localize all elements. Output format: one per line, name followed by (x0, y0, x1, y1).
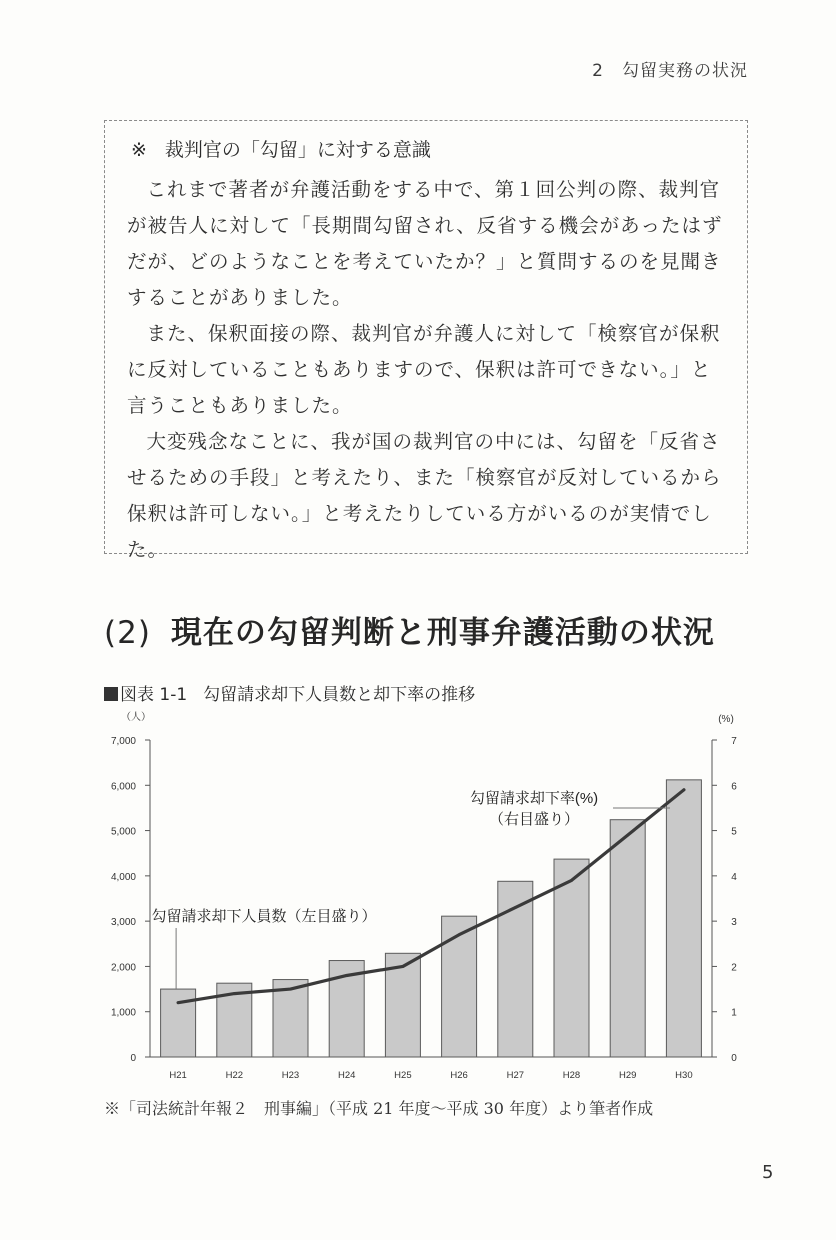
line-series-label-axis: （右目盛り） (488, 811, 580, 828)
rate-point-h29 (626, 834, 629, 837)
rate-point-h30 (683, 788, 686, 791)
rate-point-h21 (177, 1001, 180, 1004)
right-tick-label: 1 (731, 1007, 737, 1019)
right-tick-label: 6 (731, 781, 737, 793)
left-tick-label: 1,000 (110, 1007, 136, 1019)
column-heading-text: 裁判官の「勾留」に対する意識 (164, 139, 431, 161)
left-tick-label: 0 (130, 1053, 136, 1064)
left-axis-unit: （人） (121, 712, 151, 723)
running-head: 2 勾留実務の状況 (592, 61, 748, 81)
right-axis-unit: (%) (718, 714, 734, 725)
right-tick-label: 7 (731, 736, 737, 747)
x-tick-label: H26 (450, 1070, 468, 1081)
section-title-text: 現在の勾留判断と刑事弁護活動の状況 (170, 615, 715, 651)
reference-mark: ※ (131, 139, 147, 161)
right-tick-label: 3 (731, 917, 737, 929)
rate-point-h22 (233, 992, 236, 995)
left-tick-label: 5,000 (110, 826, 136, 838)
bar-h26 (442, 916, 477, 1057)
column-paragraph: 大変残念なことに、我が国の裁判官の中には、勾留を「反省させるための手段」と考えたり、また「検察官が反対しているから保釈は許可しない。」と考えたりしている方がいるのが実情でした。 (127, 430, 722, 561)
figure-caption (104, 680, 475, 705)
left-tick-label: 3,000 (110, 917, 136, 929)
rate-point-h26 (458, 933, 461, 936)
x-tick-label: H27 (506, 1070, 525, 1081)
bar-h28 (554, 859, 589, 1057)
x-tick-label: H28 (562, 1070, 581, 1081)
line-series-label: 勾留請求却下率(%) (469, 790, 599, 807)
bar-h30 (666, 780, 701, 1057)
figure-label: 図表 1-1 (120, 685, 188, 705)
page-number: 5 (762, 1162, 774, 1183)
column-paragraph: これまで著者が弁護活動をする中で、第１回公判の際、裁判官が被告人に対して「長期間勾留され、反省する機会があったはずだが、どのようなことを考えていたか？」と質問するのを見聞きすることがありました。 (127, 178, 723, 309)
left-tick-label: 6,000 (110, 781, 136, 793)
rate-line (178, 790, 684, 1003)
right-tick-label: 2 (731, 962, 737, 974)
right-tick-label: 5 (731, 826, 737, 838)
rate-point-h23 (289, 988, 292, 991)
rate-point-h27 (514, 906, 517, 909)
figure-title: 勾留請求却下人員数と却下率の推移 (203, 685, 476, 705)
column-heading (131, 135, 725, 162)
bar-line-chart (96, 704, 756, 1090)
x-tick-label: H24 (337, 1070, 356, 1081)
column-box (104, 120, 748, 561)
x-tick-label: H29 (618, 1070, 637, 1081)
left-tick-label: 4,000 (110, 871, 136, 883)
left-tick-label: 2,000 (110, 962, 136, 974)
right-tick-label: 4 (731, 871, 737, 883)
left-tick-label: 7,000 (110, 736, 136, 747)
caption-square-icon (104, 687, 118, 701)
x-tick-label: H23 (281, 1070, 300, 1081)
rate-point-h24 (345, 974, 348, 977)
source-note: ※「司法統計年報２ 刑事編」（平成 21 年度～平成 30 年度）より筆者作成 (104, 1099, 654, 1118)
column-paragraph: また、保釈面接の際、裁判官が弁護人に対して「検察官が保釈に反対していることもありますので、保釈は許可できない。」と言うこともありました。 (127, 322, 721, 417)
x-tick-label: H25 (394, 1070, 412, 1081)
x-tick-label: H22 (225, 1070, 244, 1081)
section-title (104, 607, 715, 652)
bar-h29 (610, 820, 645, 1057)
section-number: (2) (104, 615, 151, 651)
bar-series-label: 勾留請求却下人員数（左目盛り） (151, 908, 377, 925)
x-tick-label: H21 (169, 1070, 187, 1081)
right-tick-label: 0 (731, 1053, 737, 1064)
rate-point-h28 (570, 879, 573, 882)
x-tick-label: H30 (675, 1070, 693, 1081)
rate-point-h25 (402, 965, 405, 968)
